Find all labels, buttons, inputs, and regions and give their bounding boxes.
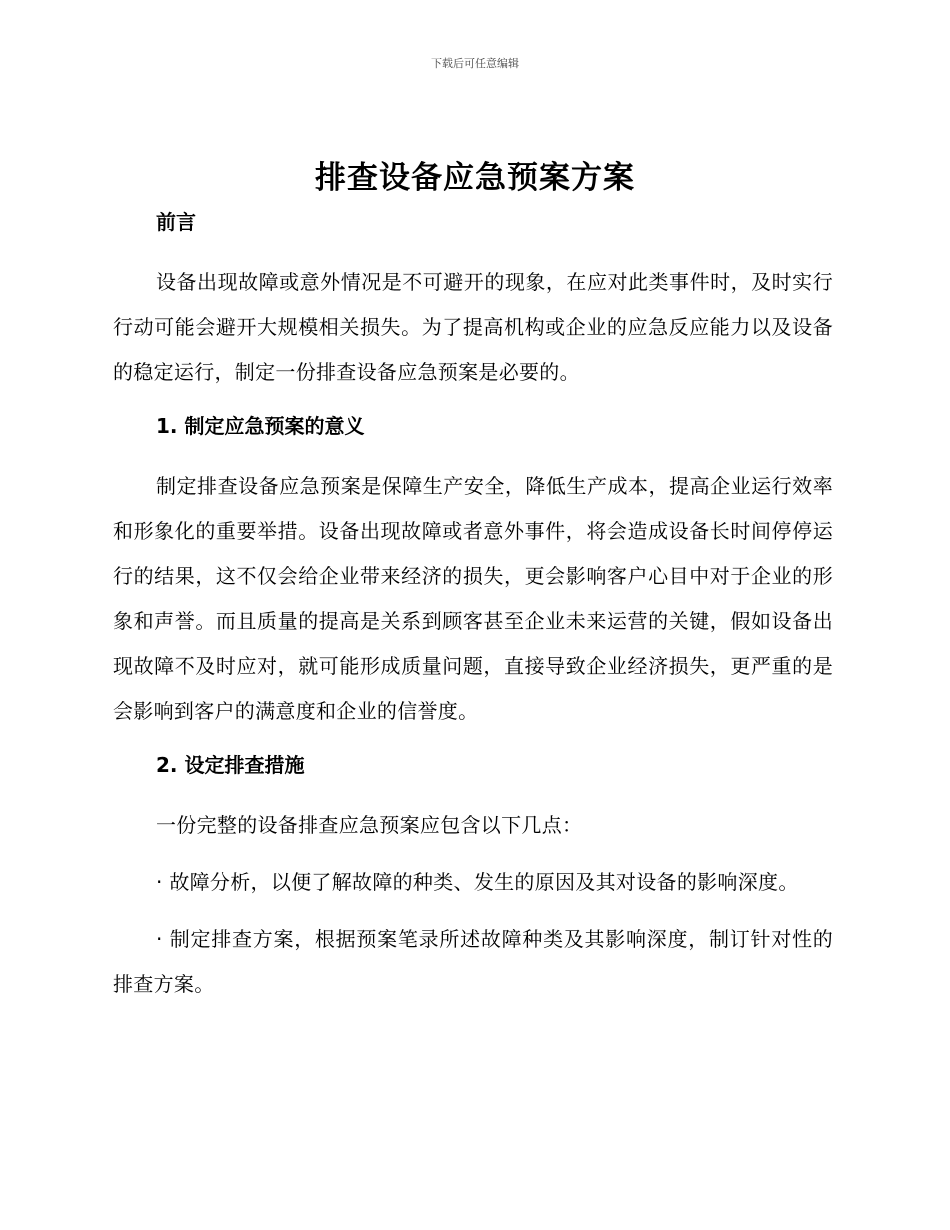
bullet-item-1: · 故障分析，以便了解故障的种类、发生的原因及其对设备的影响深度。 (156, 870, 799, 894)
paragraph-section-1: 制定排查设备应急预案是保障生产安全，降低生产成本，提高企业运行效率和形象化的重要举措。设备出现故障或者意外事件，将会造成设备长时间停停运行的结果，这不仅会给企业带来经济的损失，更会影响客户心目中对于企业的形象和声誉。而且质量的提高是关系到顾客甚至企业未来运营的关键，假如设备出现故障不及时应对，就可能形成质量问题，直接导致企业经济损失，更严重的是会影响到客户的满意度和企业的信誉度。 (113, 474, 833, 723)
section-heading-1: 1. 制定应急预案的意义 (156, 414, 365, 438)
document-body (113, 205, 833, 1007)
section-heading-2: 2. 设定排查措施 (156, 753, 305, 777)
paragraph-section-2-intro: 一份完整的设备排查应急预案应包含以下几点： (156, 813, 583, 837)
bullet-item-2: · 制定排查方案，根据预案笔录所述故障种类及其影响深度，制订针对性的排查方案。 (113, 927, 833, 996)
document-title: 排查设备应急预案方案 (315, 160, 635, 196)
paragraph-preface: 设备出现故障或意外情况是不可避开的现象，在应对此类事件时，及时实行行动可能会避开大规模相关损失。为了提高机构或企业的应急反应能力以及设备的稳定运行，制定一份排查设备应急预案是必要的。 (113, 270, 833, 384)
header-note: 下载后可任意编辑 (431, 57, 519, 70)
section-heading-preface: 前言 (156, 210, 196, 234)
